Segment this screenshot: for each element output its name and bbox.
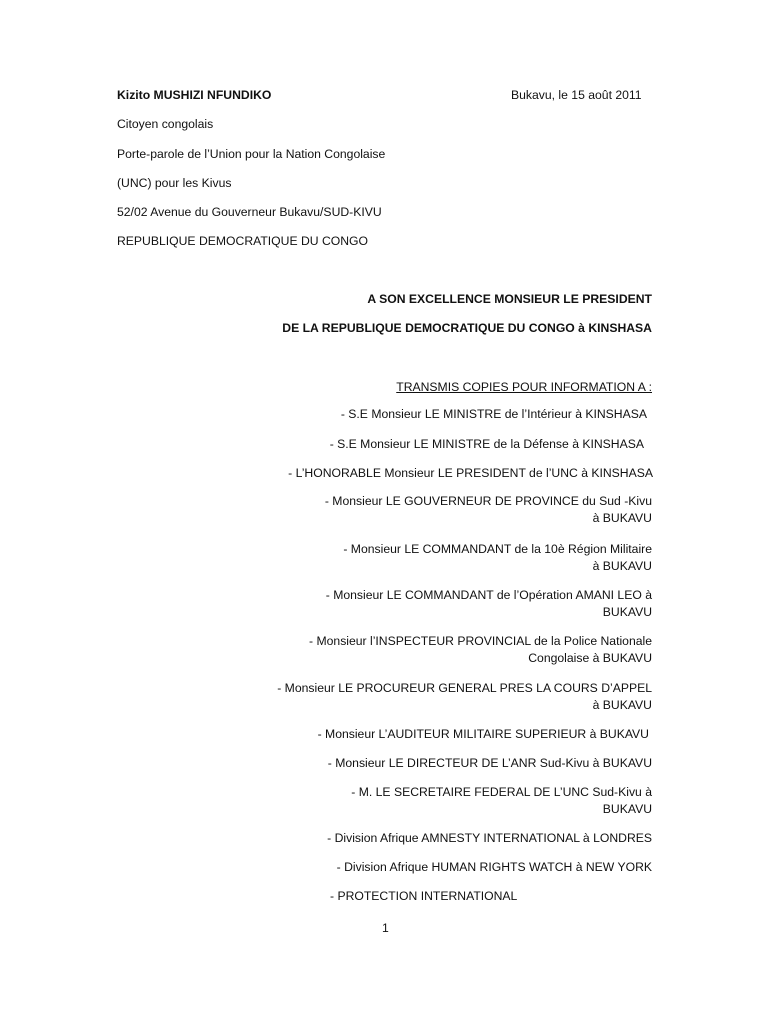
copy-item [351, 784, 652, 818]
copy-item-line: - Monsieur LE GOUVERNEUR DE PROVINCE du Sud -Kivu [324, 494, 652, 508]
copy-item-line-2: BUKAVU [602, 802, 652, 816]
copy-item [341, 406, 647, 423]
copy-item [288, 465, 653, 482]
copy-item-line-2: Congolaise à BUKAVU [528, 651, 652, 665]
recipient-line-2: DE LA REPUBLIQUE DEMOCRATIQUE DU CONGO à KINSHASA [282, 321, 652, 335]
copy-item [330, 436, 644, 453]
copy-item-line: - Monsieur L’AUDITEUR MILITAIRE SUPERIEUR à BUKAVU [317, 727, 649, 741]
place-date: Bukavu, le 15 août 2011 [511, 88, 642, 102]
copy-item-line: - M. LE SECRETAIRE FEDERAL DE L’UNC Sud-Kivu à [351, 785, 652, 799]
copy-item [277, 680, 652, 714]
copy-item [318, 726, 649, 743]
copy-item-line-2: BUKAVU [602, 605, 652, 619]
sender-line-role: Porte-parole de l’Union pour la Nation Congolaise [117, 147, 386, 161]
copy-item-line: - S.E Monsieur LE MINISTRE de la Défense à KINSHASA [329, 437, 644, 451]
recipient-line-1: A SON EXCELLENCE MONSIEUR LE PRESIDENT [367, 292, 652, 306]
copy-item-line: - Monsieur LE PROCUREUR GENERAL PRES LA COURS D’APPEL [277, 681, 652, 695]
copy-item-line-2: à BUKAVU [592, 698, 652, 712]
copy-item [326, 587, 652, 621]
copy-item-line: - Division Afrique HUMAN RIGHTS WATCH à NEW YORK [336, 860, 652, 874]
copy-item [343, 541, 652, 575]
sender-name: Kizito MUSHIZI NFUNDIKO [117, 88, 272, 102]
copy-item-line: - S.E Monsieur LE MINISTRE de l’Intérieur à KINSHASA [340, 407, 647, 421]
sender-line-party: (UNC) pour les Kivus [117, 176, 232, 190]
copy-item [309, 633, 652, 667]
copy-item: - PROTECTION INTERNATIONAL [330, 889, 518, 903]
copy-item-line: - Monsieur LE COMMANDANT de l’Opération AMANI LEO à [325, 588, 652, 602]
sender-line-address: 52/02 Avenue du Gouverneur Bukavu/SUD-KIVU [117, 205, 382, 219]
copies-heading: TRANSMIS COPIES POUR INFORMATION A : [396, 380, 652, 394]
copy-item [328, 755, 652, 772]
copy-item-line-2: à BUKAVU [592, 559, 652, 573]
copy-item-line: - Monsieur LE COMMANDANT de la 10è Région Militaire [343, 542, 652, 556]
copy-item-line: - Division Afrique AMNESTY INTERNATIONAL à LONDRES [327, 831, 652, 845]
sender-line-citizen: Citoyen congolais [117, 117, 214, 131]
copy-item-line: - Monsieur l’INSPECTEUR PROVINCIAL de la Police Nationale [309, 634, 652, 648]
copy-item [337, 859, 652, 876]
page-number: 1 [382, 921, 389, 935]
copy-item [327, 830, 652, 847]
copy-item [325, 493, 652, 527]
copy-item-line-2: à BUKAVU [592, 511, 652, 525]
copy-item-line: - L’HONORABLE Monsieur LE PRESIDENT de l’UNC à KINSHASA [288, 466, 653, 480]
copy-item-line: - Monsieur LE DIRECTEUR DE L’ANR Sud-Kivu à BUKAVU [327, 756, 652, 770]
sender-line-country: REPUBLIQUE DEMOCRATIQUE DU CONGO [117, 234, 368, 248]
